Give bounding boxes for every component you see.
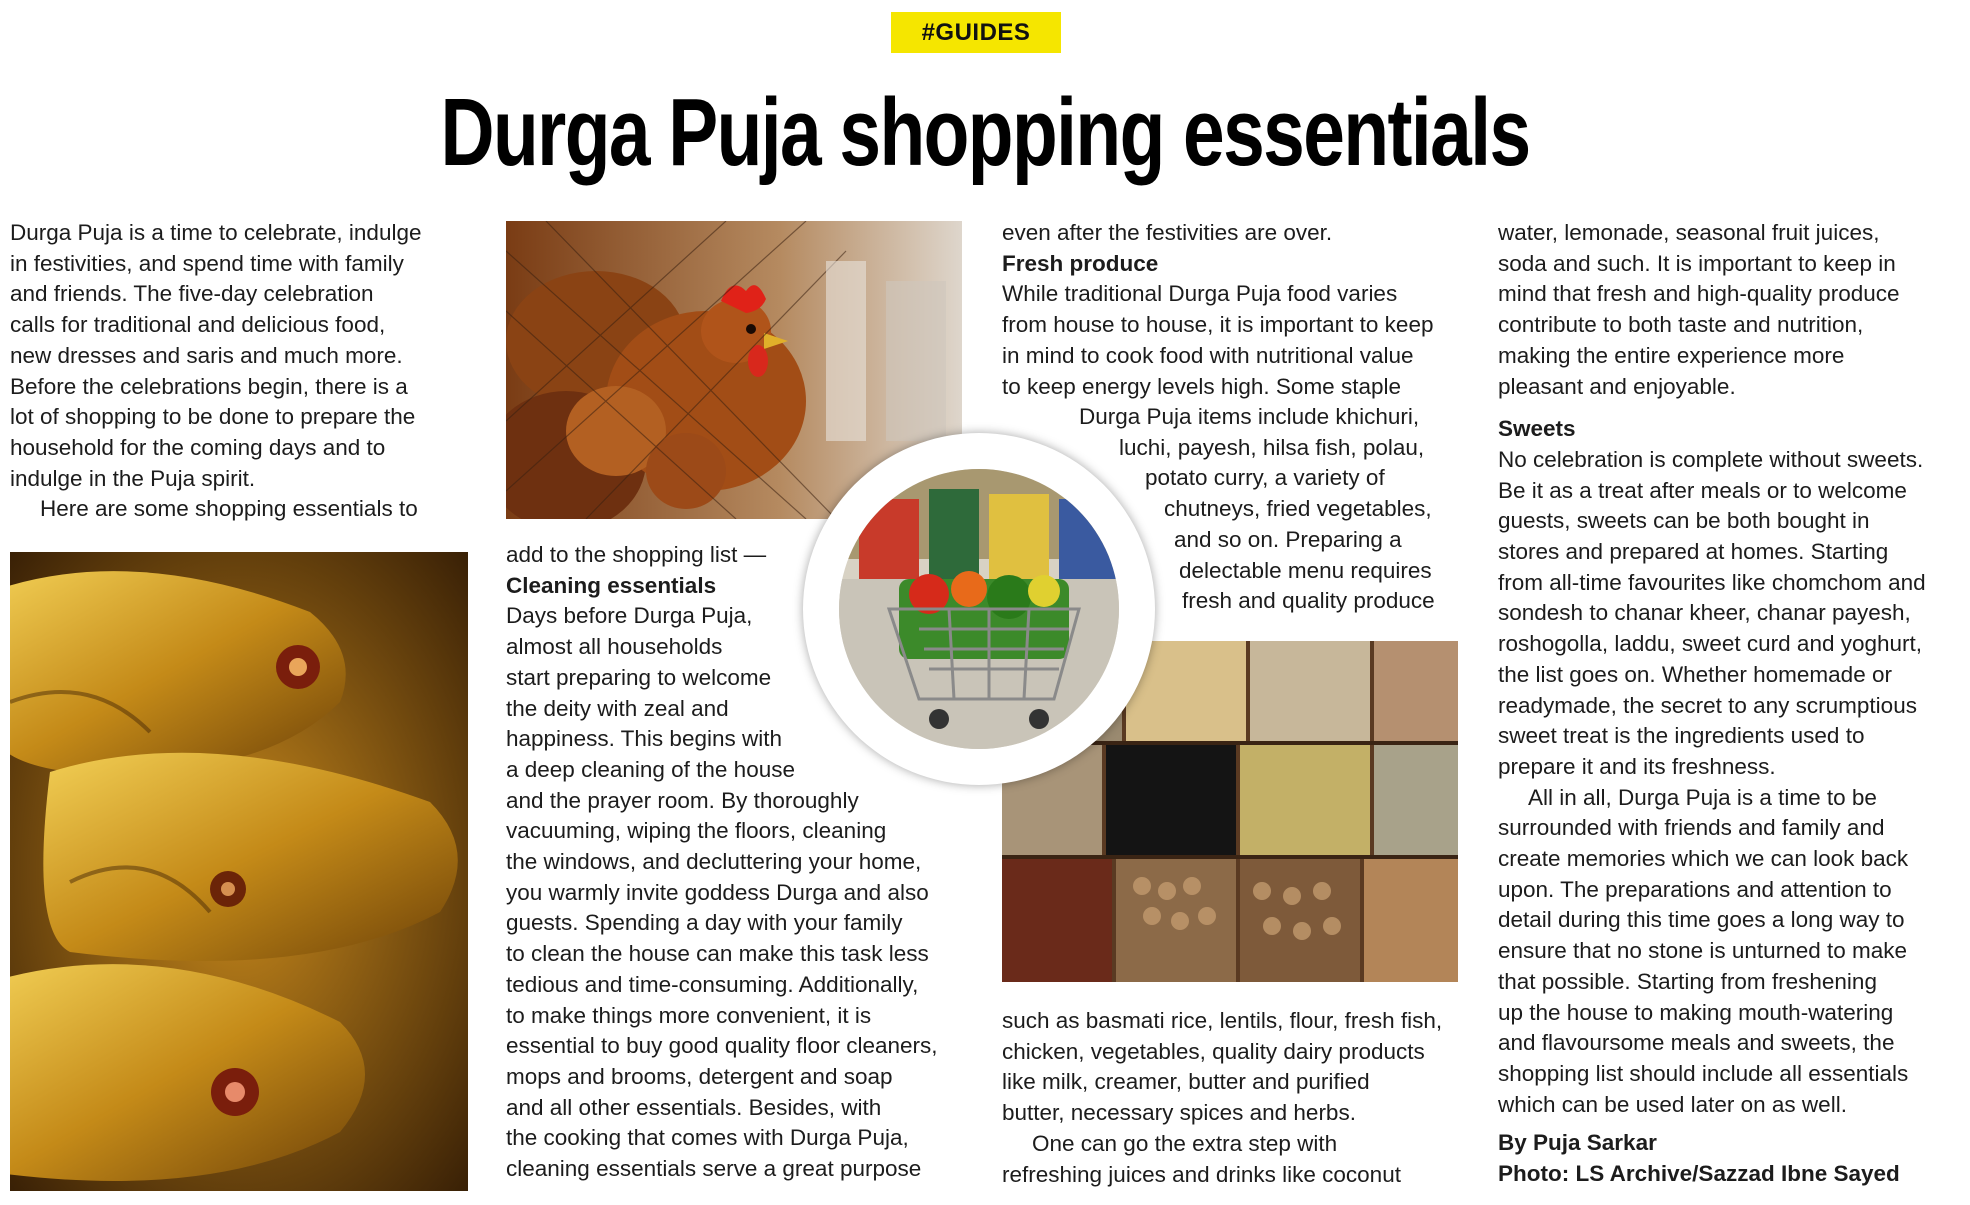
- text-line: Be it as a treat after meals or to welcome: [1498, 477, 1907, 503]
- text-line: chutneys, fried vegetables,: [1164, 496, 1432, 522]
- intro-line: add to the shopping list —: [506, 542, 767, 567]
- text-line: the list goes on. Whether homemade or: [1498, 661, 1892, 687]
- text-line: and all other essentials. Besides, with: [506, 1094, 882, 1120]
- text-line: sondesh to chanar kheer, chanar payesh,: [1498, 600, 1911, 626]
- text-line: readymade, the secret to any scrumptious: [1498, 692, 1917, 718]
- text-line: almost all households: [506, 634, 723, 660]
- text-line: indulge in the Puja spirit.: [10, 465, 256, 491]
- column-3-text-top: [1002, 218, 1472, 402]
- text-line: mops and brooms, detergent and soap: [506, 1063, 893, 1089]
- text-line: you warmly invite goddess Durga and also: [506, 879, 929, 905]
- text-line: One can go the extra step with: [1032, 1130, 1338, 1156]
- text-line: guests. Spending a day with your family: [506, 910, 903, 936]
- text-line: guests, sweets can be both bought in: [1498, 508, 1870, 534]
- text-line: butter, necessary spices and herbs.: [1002, 1100, 1356, 1126]
- text-line: soda and such. It is important to keep in: [1498, 250, 1896, 276]
- text-line: stores and prepared at homes. Starting: [1498, 539, 1889, 565]
- text-line: the deity with zeal and: [506, 695, 729, 721]
- subheading-fresh-produce: Fresh produce: [1002, 250, 1159, 276]
- text-line: household for the coming days and to: [10, 434, 386, 460]
- headline: Durga Puja shopping essentials: [440, 79, 1530, 186]
- text-line: in mind to cook food with nutritional value: [1002, 342, 1414, 368]
- text-line: upon. The preparations and attention to: [1498, 876, 1892, 902]
- text-line: even after the festivities are over.: [1002, 220, 1333, 245]
- text-line: making the entire experience more: [1498, 342, 1845, 368]
- text-line: and friends. The five-day celebration: [10, 281, 374, 307]
- photo-credit: Photo: LS Archive/Sazzad Ibne Sayed: [1498, 1161, 1900, 1187]
- text-line: in festivities, and spend time with family: [10, 250, 404, 276]
- text-line: tedious and time-consuming. Additionally,: [506, 971, 919, 997]
- column-1-text: [10, 218, 450, 525]
- text-line: such as basmati rice, lentils, flour, fresh fish,: [1002, 1008, 1443, 1033]
- text-line: Days before Durga Puja,: [506, 603, 753, 629]
- text-line: luchi, payesh, hilsa fish, polau,: [1119, 434, 1425, 460]
- text-line: detail during this time goes a long way to: [1498, 907, 1905, 933]
- text-line: to keep energy levels high. Some staple: [1002, 373, 1401, 399]
- text-line: water, lemonade, seasonal fruit juices,: [1498, 220, 1880, 245]
- text-line: and flavoursome meals and sweets, the: [1498, 1030, 1895, 1056]
- subheading-sweets: Sweets: [1498, 416, 1576, 442]
- text-line: Durga Puja is a time to celebrate, indulge: [10, 220, 422, 245]
- subheading-cleaning: Cleaning essentials: [506, 572, 717, 598]
- text-line: lot of shopping to be done to prepare the: [10, 404, 416, 430]
- text-line: from house to house, it is important to keep: [1002, 312, 1434, 338]
- text-line: calls for traditional and delicious food,: [10, 312, 386, 338]
- text-line: refreshing juices and drinks like coconut: [1002, 1161, 1401, 1187]
- text-line: delectable menu requires: [1179, 557, 1432, 583]
- fish-photo: [10, 552, 468, 1191]
- text-line: No celebration is complete without sweets.: [1498, 446, 1924, 472]
- text-line: Before the celebrations begin, there is a: [10, 373, 408, 399]
- text-line: the windows, and decluttering your home,: [506, 849, 922, 875]
- text-line: ensure that no stone is unturned to make: [1498, 938, 1908, 964]
- text-line: mind that fresh and high-quality produce: [1498, 281, 1900, 307]
- text-line: All in all, Durga Puja is a time to be: [1528, 784, 1877, 810]
- text-line: pleasant and enjoyable.: [1498, 373, 1736, 399]
- text-line: up the house to making mouth-watering: [1498, 999, 1894, 1025]
- text-line: contribute to both taste and nutrition,: [1498, 312, 1864, 338]
- text-line: a deep cleaning of the house: [506, 756, 795, 782]
- column-3-text-bottom: [1002, 1006, 1472, 1190]
- text-line: that possible. Starting from freshening: [1498, 968, 1877, 994]
- text-line: and the prayer room. By thoroughly: [506, 787, 859, 813]
- text-line: which can be used later on as well.: [1498, 1091, 1847, 1117]
- text-line: start preparing to welcome: [506, 664, 772, 690]
- text-line: like milk, creamer, butter and purified: [1002, 1069, 1370, 1095]
- column-4-text: [1498, 218, 1968, 1190]
- author-byline: By Puja Sarkar: [1498, 1130, 1657, 1156]
- text-line: to make things more convenient, it is: [506, 1002, 872, 1028]
- text-line: and so on. Preparing a: [1174, 526, 1402, 552]
- text-line: create memories which we can look back: [1498, 846, 1909, 872]
- text-line: to clean the house can make this task less: [506, 941, 929, 967]
- text-line: from all-time favourites like chomchom and: [1498, 569, 1926, 595]
- text-line: surrounded with friends and family and: [1498, 815, 1885, 841]
- text-line: chicken, vegetables, quality dairy products: [1002, 1038, 1425, 1064]
- text-line: the cooking that comes with Durga Puja,: [506, 1125, 909, 1151]
- text-line: Durga Puja items include khichuri,: [1079, 404, 1420, 429]
- text-line: cleaning essentials serve a great purpose: [506, 1156, 922, 1182]
- shopping-cart-photo: [839, 469, 1119, 749]
- text-line: essential to buy good quality floor cleaners,: [506, 1033, 938, 1059]
- text-line: happiness. This begins with: [506, 726, 782, 752]
- text-line: vacuuming, wiping the floors, cleaning: [506, 818, 887, 844]
- text-line: sweet treat is the ingredients used to: [1498, 723, 1865, 749]
- text-line: prepare it and its freshness.: [1498, 753, 1776, 779]
- text-line: new dresses and saris and much more.: [10, 342, 403, 368]
- text-line: While traditional Durga Puja food varies: [1002, 281, 1398, 307]
- shopping-cart-photo-frame: [803, 433, 1155, 785]
- text-line: fresh and quality produce: [1182, 588, 1435, 614]
- text-line: potato curry, a variety of: [1145, 465, 1385, 491]
- text-line: Here are some shopping essentials to: [40, 496, 418, 522]
- section-tag: #GUIDES: [891, 12, 1061, 53]
- text-line: roshogolla, laddu, sweet curd and yoghurt,: [1498, 631, 1923, 657]
- text-line: shopping list should include all essentials: [1498, 1060, 1909, 1086]
